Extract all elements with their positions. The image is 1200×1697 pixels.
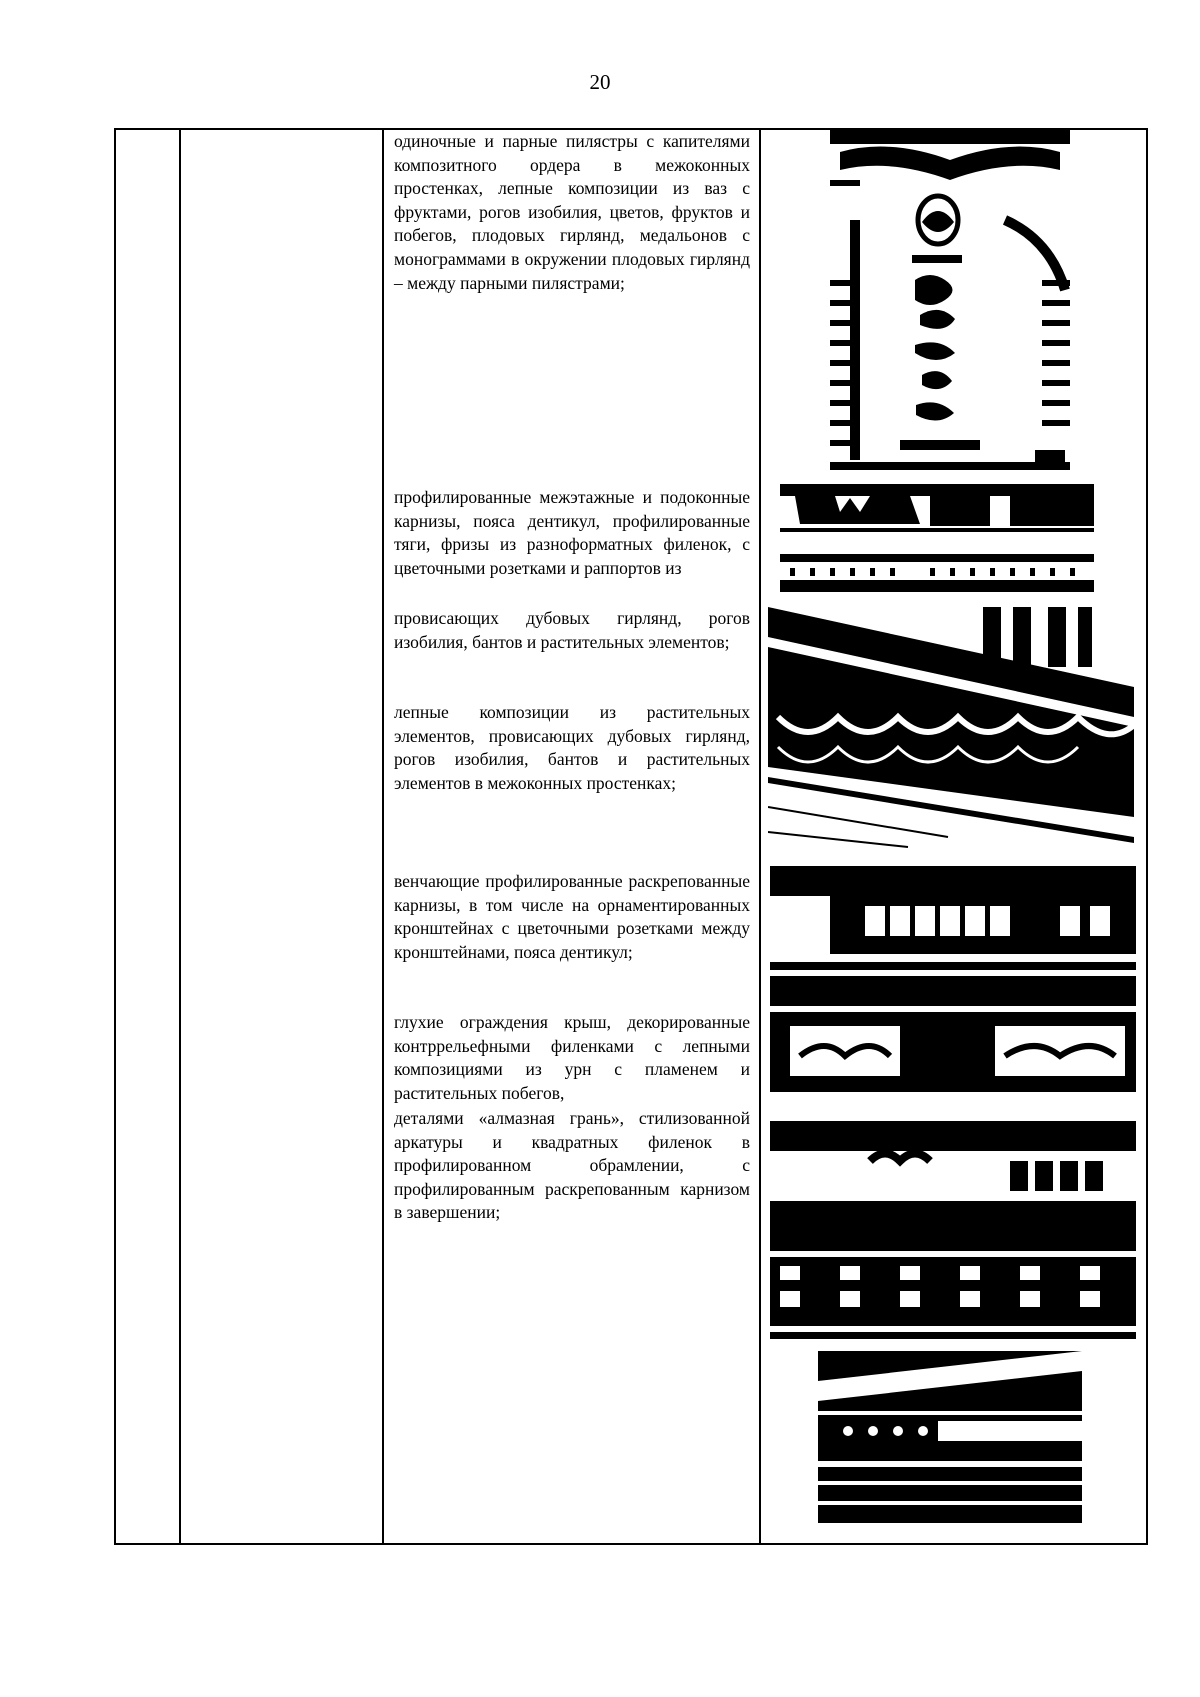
photo-dentil-cornice — [818, 1351, 1082, 1523]
table-column-divider-3 — [759, 128, 761, 1545]
photo-oak-garland-frieze — [768, 607, 1134, 853]
photo-interfloor-cornices — [780, 484, 1094, 592]
photo-arcature-parapet — [770, 1121, 1136, 1339]
photo-pilasters-composition — [830, 130, 1070, 470]
paragraph-crowning-cornices: венчающие профилированные раскрепованные карнизы, в том числе на орнаментированных кронштейнах с цветочными розетками между кронштейнами, пояса дентикул; — [394, 871, 750, 962]
paragraph-diamond-details: деталями «алмазная грань», стилизованной аркатуры и квадратных филенок в профилированном обрамлении, с профилированным раскрепованным карнизом в завершении; — [394, 1108, 750, 1223]
page-number: 20 — [589, 70, 611, 94]
photo-crowning-cornice-parapet — [770, 866, 1136, 1092]
table-border-right — [1146, 128, 1148, 1545]
table-border-bottom — [114, 1543, 1148, 1545]
paragraph-cornices: профилированные межэтажные и подоконные карнизы, пояса дентикул, профилированные тяги, фризы из разноформатных филенок, с цветочными розетками и раппортов из — [394, 487, 750, 578]
paragraph-pilasters: одиночные и парные пилястры с капителями композитного ордера в межоконных простенках, лепные композиции из ваз с фруктами, рогов изобилия, цветов, фруктов и побегов, плодовых гирлянд, медальонов с монограммами в окружении плодовых гирлянд – между парными пилястрами; — [394, 131, 750, 293]
paragraph-garlands: провисающих дубовых гирлянд, рогов изобилия, бантов и растительных элементов; — [394, 608, 750, 652]
table-column-divider-1 — [179, 128, 181, 1545]
paragraph-wall-compositions: лепные композиции из растительных элементов, провисающих дубовых гирлянд, рогов изобилия, бантов и растительных элементов в межоконных простенках; — [394, 702, 750, 793]
paragraph-roof-parapets: глухие ограждения крыш, декорированные контррельефными филенками с лепными композициями из урн с пламенем и растительных побегов, — [394, 1012, 750, 1103]
table-border-left — [114, 128, 116, 1545]
table-column-divider-2 — [382, 128, 384, 1545]
